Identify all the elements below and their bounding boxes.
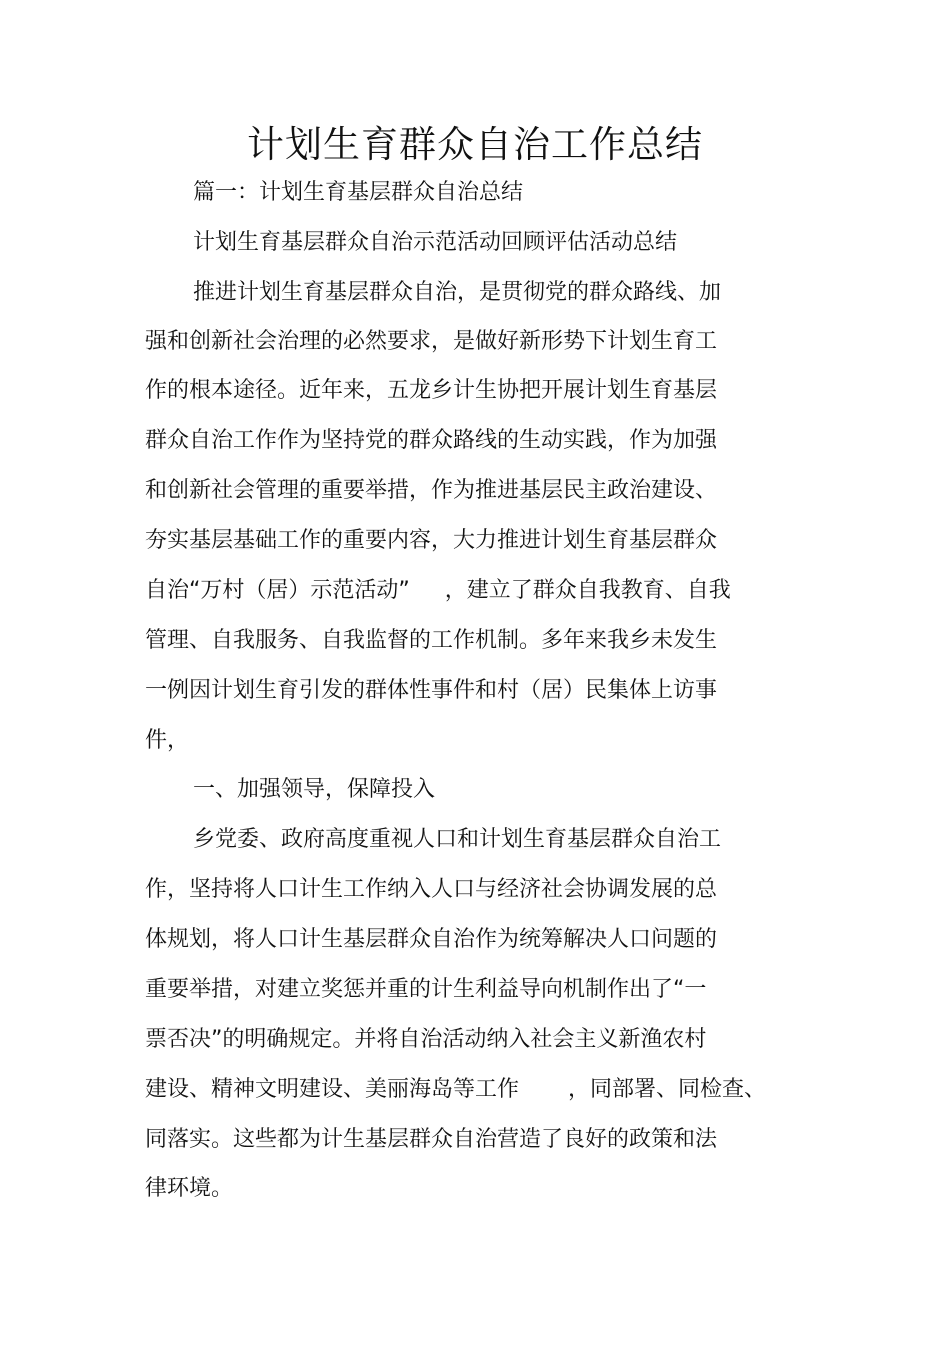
paragraph-line: 票否决”的明确规定。并将自治活动纳入社会主义新渔农村 bbox=[145, 1027, 707, 1052]
paragraph-line: 作，坚持将人口计生工作纳入人口与经济社会协调发展的总 bbox=[145, 877, 718, 902]
paragraph-line: 和创新社会管理的重要举措，作为推进基层民主政治建设、 bbox=[145, 478, 718, 503]
paragraph-line: 推进计划生育基层群众自治，是贯彻党的群众路线、加 bbox=[193, 280, 722, 305]
section-heading-part-one: 篇一：计划生育基层群众自治总结 bbox=[193, 180, 524, 205]
paragraph-line: 建设、精神文明建设、美丽海岛等工作 ，同部署、同检查、 bbox=[145, 1077, 766, 1102]
paragraph-line: 群众自治工作作为坚持党的群众路线的生动实践，作为加强 bbox=[145, 428, 718, 453]
paragraph-line: 同落实。这些都为计生基层群众自治营造了良好的政策和法 bbox=[145, 1127, 718, 1152]
paragraph-line: 夯实基层基础工作的重要内容，大力推进计划生育基层群众 bbox=[145, 528, 718, 553]
paragraph-line: 件， bbox=[145, 728, 190, 753]
paragraph-line: 自治“万村（居）示范活动” ，建立了群众自我教育、自我 bbox=[145, 578, 731, 603]
paragraph-line: 管理、自我服务、自我监督的工作机制。多年来我乡未发生 bbox=[145, 628, 718, 653]
paragraph-line: 体规划，将人口计生基层群众自治作为统筹解决人口问题的 bbox=[145, 927, 718, 952]
paragraph-line: 律环境。 bbox=[145, 1176, 234, 1201]
paragraph-line: 强和创新社会治理的必然要求，是做好新形势下计划生育工 bbox=[145, 329, 718, 354]
paragraph-line: 乡党委、政府高度重视人口和计划生育基层群众自治工 bbox=[193, 827, 722, 852]
paragraph-line: 重要举措，对建立奖惩并重的计生利益导向机制作出了“一 bbox=[145, 977, 707, 1002]
paragraph-line: 一例因计划生育引发的群体性事件和村（居）民集体上访事 bbox=[145, 678, 718, 703]
section-heading-leadership: 一、加强领导，保障投入 bbox=[193, 777, 436, 802]
paragraph-line: 作的根本途径。近年来，五龙乡计生协把开展计划生育基层 bbox=[145, 378, 718, 403]
report-subtitle: 计划生育基层群众自治示范活动回顾评估活动总结 bbox=[193, 230, 678, 255]
document-title: 计划生育群众自治工作总结 bbox=[247, 123, 703, 166]
